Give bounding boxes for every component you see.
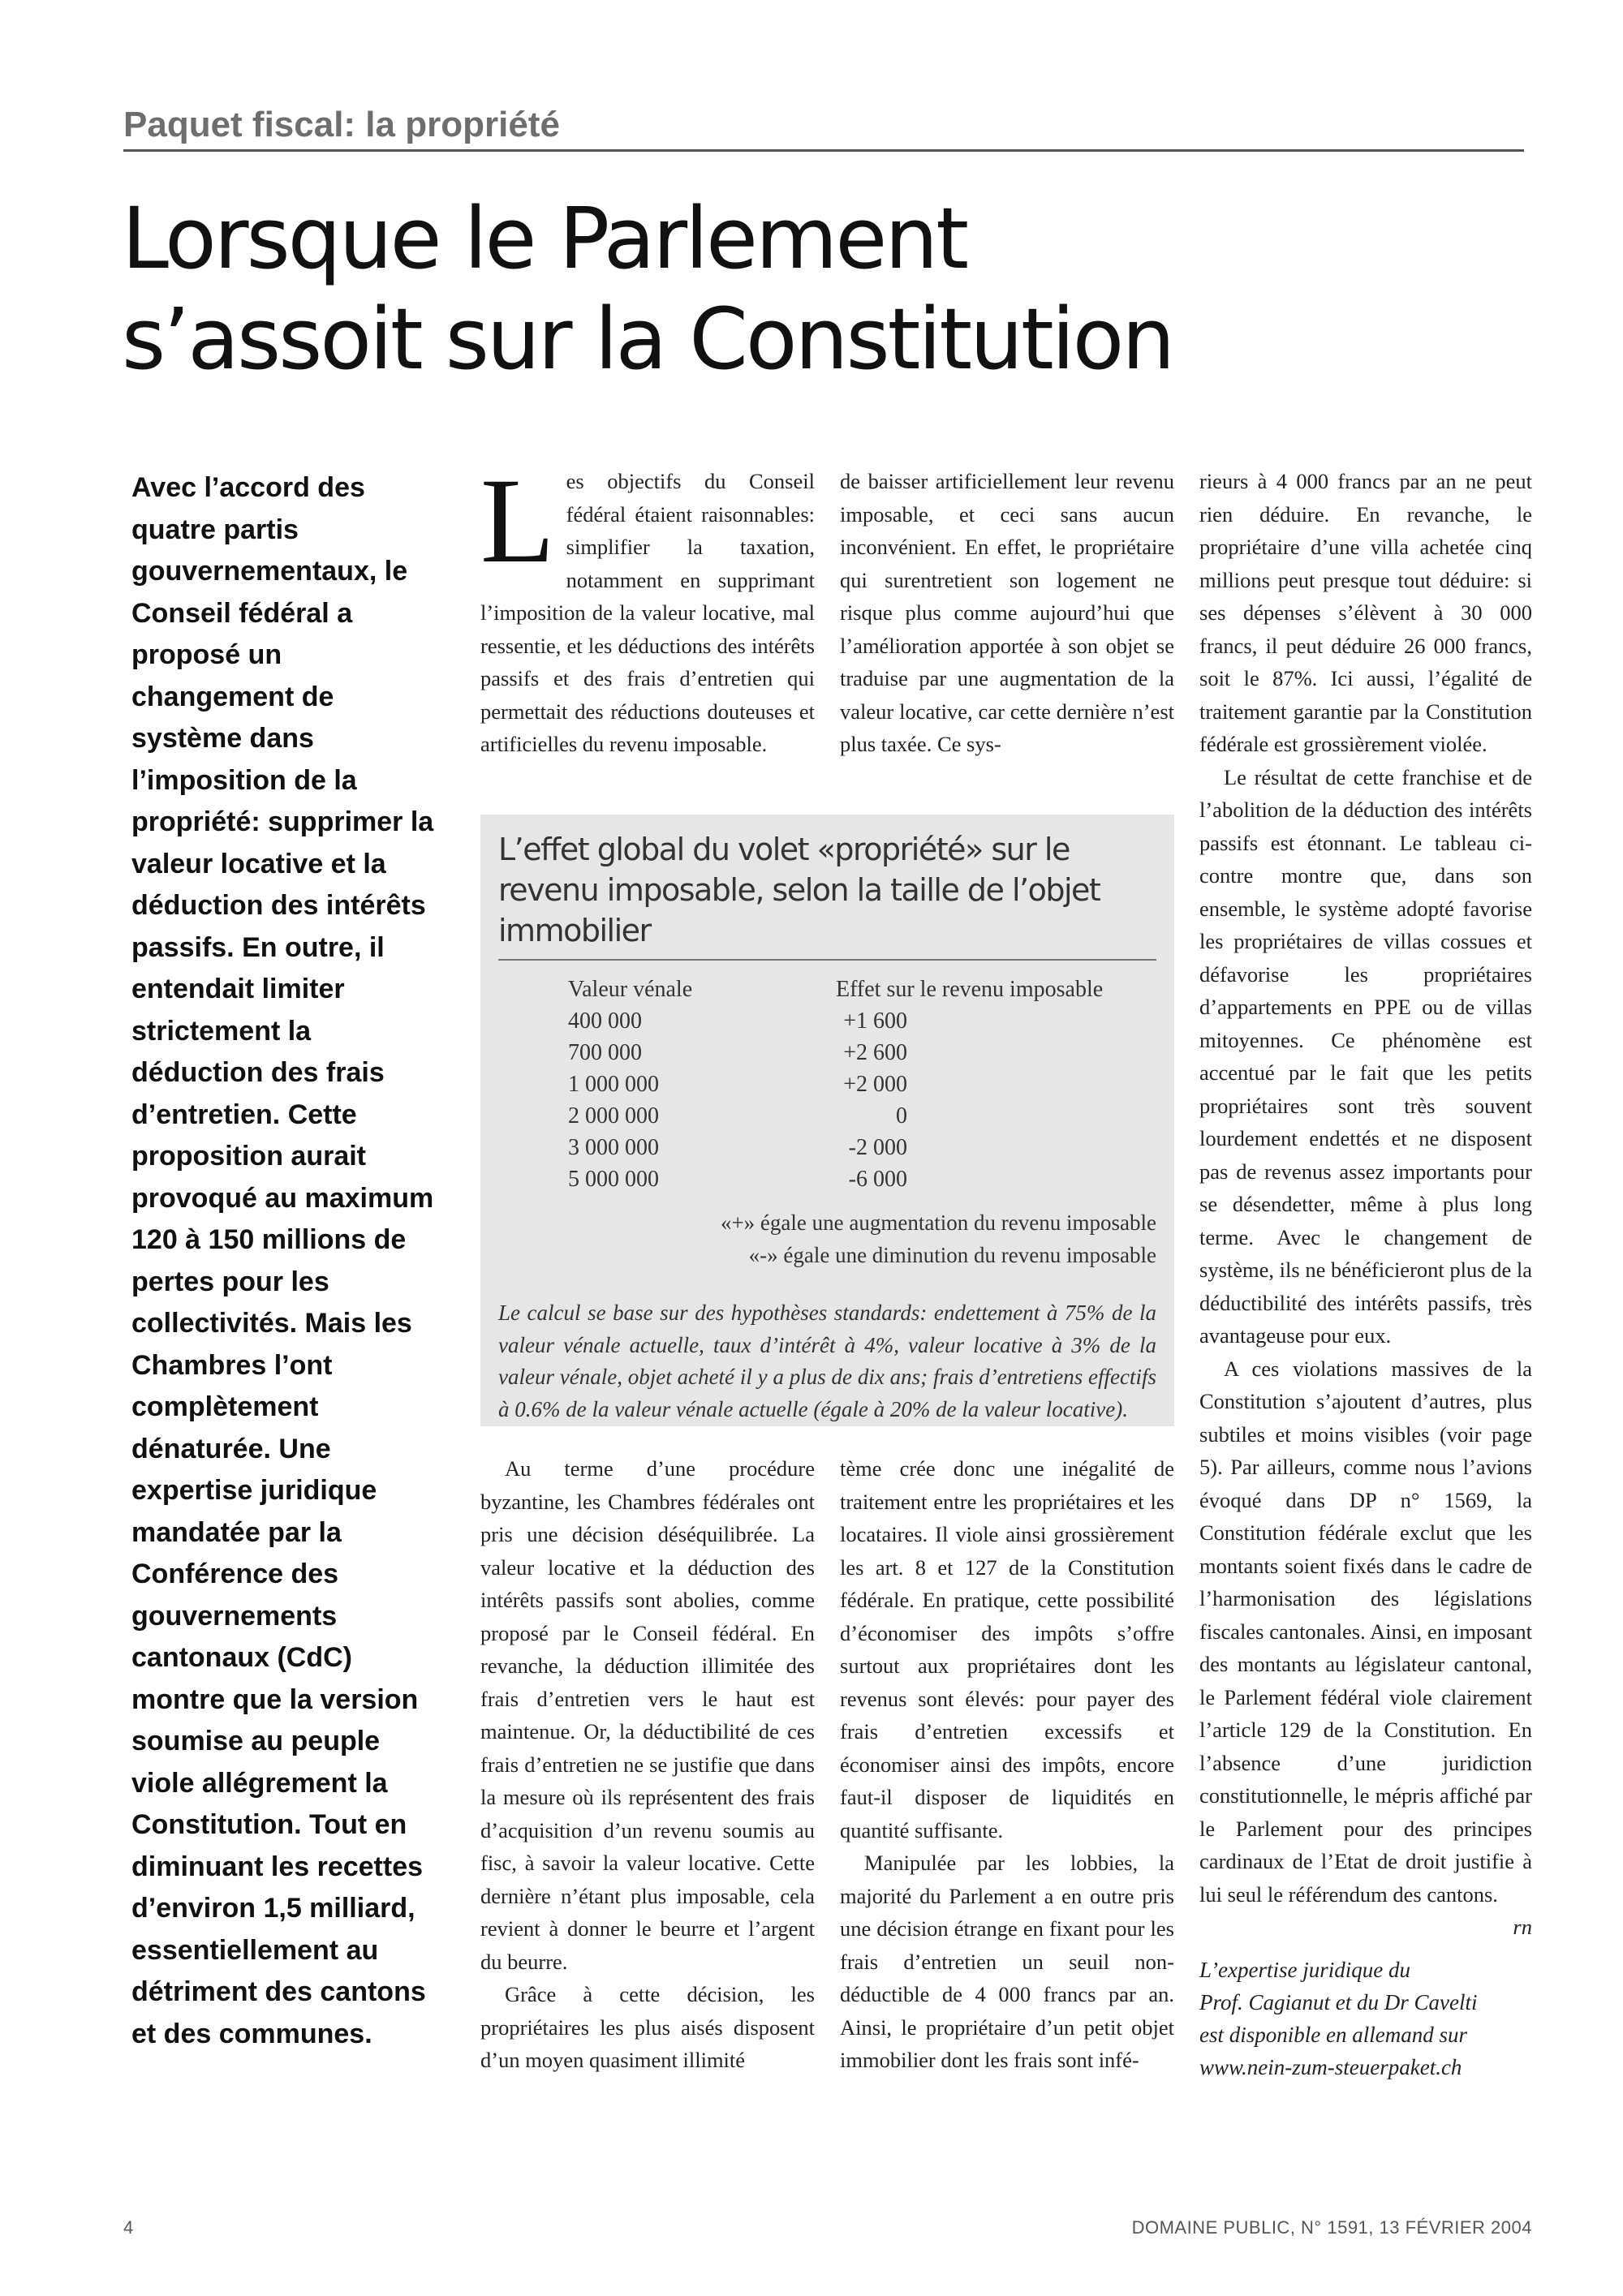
- column-3: [1199, 465, 1532, 1944]
- page-number: 4: [123, 2217, 134, 2238]
- box-note: Le calcul se base sur des hypothèses standards: endettement à 75% de la valeur vénale actuelle, taux d’intérêt à 4%, valeur locative à 3% de la valeur vénale, objet acheté il y a plus de dix ans; frais d’entretiens effectifs à 0.6% de la valeur vénale actuelle (égale à 20% de la valeur locative).: [498, 1301, 1156, 1421]
- table-row: [568, 1100, 1169, 1132]
- data-box: [480, 815, 1174, 1426]
- title-line-2: s’assoit sur la Constitution: [122, 290, 1173, 389]
- lead-paragraph: Avec l’accord des quatre partis gouvernementaux, le Conseil fédéral a proposé un changement de système dans l’imposition de la propriété: supprimer la valeur locative et la déduction des intérêts passifs. En outre, il entendait limiter strictement la déduction des frais d’entretien. Cette proposition aurait provoqué au maximum 120 à 150 millions de pertes pour les collectivités. Mais les Chambres l’ont complètement dénaturée. Une expertise juridique mandatée par la Conférence des gouvernements cantonaux (CdC) montre que la version soumise au peuple viole allégrement la Constitution. Tout en diminuant les recettes d’environ 1,5 milliard, essentiellement au détriment des cantons et des communes.: [131, 472, 434, 2049]
- credit-line-1: L’expertise juridique du: [1199, 1958, 1410, 1982]
- header-effect: Effet sur le revenu imposable: [836, 977, 1104, 1002]
- cell-value: 3 000 000: [568, 1135, 659, 1160]
- credit-line-2: Prof. Cagianut et du Dr Cavelti: [1199, 1990, 1478, 2014]
- paragraph-4: Le résultat de cette franchise et de l’abolition de la déduction des intérêts passifs est étonnant. Le tableau ci-contre montre que, dans son ensemble, le système adopté favorise les propriétaires de villas cossues et défavorise les propriétaires d’appartements en PPE ou de villas mitoyennes. Ce phénomène est accentué par le fait que les petits propriétaires sont très souvent lourdement endettés et ne disposent pas de revenus assez importants pour se désendetter, même à plus long terme. Avec le changement de système, ils ne bénéficieront plus de la déductibilité des intérêts passifs, très avantageuse pour eux.: [1199, 764, 1532, 1348]
- paragraph-1: [480, 454, 815, 761]
- paragraph-5: [1199, 1352, 1532, 1939]
- cell-effect: 0: [896, 1103, 907, 1129]
- cell-value: 5 000 000: [568, 1167, 659, 1192]
- paragraph-3: rieurs à 4 000 francs par an ne peut rien déduire. En revanche, le propriétaire d’une villa achetée cinq millions peut presque tout déduire: si ses dépenses s’élèvent à 30 000 francs, il peut déduire 26 000 francs, soit le 87%. Ici aussi, l’égalité de traitement garantie par la Constitution fédérale est grossièrement violée.: [1199, 469, 1532, 756]
- cell-effect: -2 000: [848, 1135, 907, 1160]
- column-1-top: [480, 454, 815, 761]
- paragraph-5-text: A ces violations massives de la Constitution s’ajoutent d’autres, plus subtiles et moins visibles (voir page 5). Par ailleurs, comme nous l’avions évoqué dans DP n° 1569, la Constitution fédérale exclut que les montants soient fixés dans le cadre de l’harmonisation des législations fiscales cantonales. Ainsi, en imposant des montants au législateur cantonal, le Parlement fédéral viole clairement l’article 129 de la Constitution. En l’absence d’une juridiction constitutionnelle, le mépris affiché par le Parlement pour des principes cardinaux de l’Etat de droit justifie à lui seul le référendum des cantons.: [1199, 1356, 1532, 1907]
- effect-table: [568, 974, 1169, 1195]
- table-row: [568, 1037, 1169, 1068]
- legend-minus: «-» égale une diminution du revenu imposable: [748, 1243, 1156, 1267]
- column-2-top: [840, 465, 1174, 761]
- article-title: [122, 188, 1501, 389]
- table-row: [568, 1132, 1169, 1163]
- header-value: Valeur vénale: [568, 977, 693, 1002]
- paragraph-2: de baisser artificiellement leur revenu imposable, et ceci sans aucun inconvénient. En effet, le propriétaire qui surentretient son logement ne risque plus comme aujourd’hui que l’amélioration apportée à son objet se traduise par une augmentation de la valeur locative, car cette dernière n’est plus taxée. Ce sys-: [840, 469, 1174, 756]
- cell-effect: +2 000: [843, 1072, 907, 1097]
- title-line-1: Lorsque le Parlement: [122, 189, 966, 288]
- cell-effect: +2 600: [843, 1040, 907, 1065]
- table-row: [568, 1005, 1169, 1037]
- paragraph-1-text: es objectifs du Conseil fédéral étaient raisonnables: simplifier la taxation, notamment en supprimant l’imposition de la valeur locative, mal ressentie, et les déductions des intérêts passifs et des frais d’entretien qui permettait des réductions douteuses et artificielles du revenu imposable.: [480, 469, 815, 756]
- paragraph-7: Grâce à cette décision, les propriétaires les plus aisés disposent d’un moyen quasiment illimité: [480, 1982, 815, 2072]
- paragraph-6: Au terme d’une procédure byzantine, les Chambres fédérales ont pris une décision déséquilibrée. La valeur locative et la déduction des intérêts passifs sont abolies, comme proposé par le Conseil fédéral. En revanche, la déduction illimitée des frais d’entretien vers le haut est maintenue. Or, la déductibilité de ces frais d’entretien ne se justifie que dans la mesure où ils représentent des frais d’acquisition d’un revenu soumis au fisc, à savoir la valeur locative. Cette dernière n’étant plus imposable, cela revient à donner le beurre et l’argent du beurre.: [480, 1456, 815, 1974]
- expertise-credit: [1199, 1954, 1540, 2083]
- legend-plus: «+» égale une augmentation du revenu imposable: [720, 1210, 1156, 1235]
- cell-value: 400 000: [568, 1008, 642, 1034]
- publication-info: DOMAINE PUBLIC, N° 1591, 13 FÉVRIER 2004: [1131, 2217, 1532, 2238]
- column-2-bottom: [840, 1452, 1174, 2077]
- cell-value: 700 000: [568, 1040, 642, 1065]
- box-title: L’effet global du volet «propriété» sur le revenu imposable, selon la taille de l’objet immobilier: [498, 829, 1156, 961]
- cell-value: 2 000 000: [568, 1103, 659, 1129]
- drop-cap: L: [480, 454, 555, 588]
- credit-url[interactable]: www.nein-zum-steuerpaket.ch: [1199, 2055, 1462, 2079]
- author-signature: rn: [1513, 1915, 1532, 1939]
- section-rubric: Paquet fiscal: la propriété: [123, 104, 1524, 152]
- paragraph-9: Manipulée par les lobbies, la majorité du Parlement a en outre pris une décision étrange en fixant pour les frais d’entretien un seuil non-déductible de 4 000 francs par an. Ainsi, le propriétaire d’un petit objet immobilier dont les frais sont infé-: [840, 1851, 1174, 2072]
- credit-line-3: est disponible en allemand sur: [1199, 2023, 1467, 2047]
- table-row: [568, 1068, 1169, 1100]
- cell-value: 1 000 000: [568, 1072, 659, 1097]
- cell-effect: -6 000: [848, 1167, 907, 1192]
- table-header-row: [568, 974, 1169, 1005]
- table-row: [568, 1163, 1169, 1195]
- column-1-bottom: [480, 1452, 815, 2077]
- paragraph-8: tème crée donc une inégalité de traitement entre les propriétaires et les locataires. Il viole ainsi grossièrement les art. 8 et 127 de la Constitution fédérale. En pratique, cette possibilité d’économiser des impôts s’offre surtout aux propriétaires dont les revenus sont élevés: pour payer des frais d’entretien excessifs et économiser ainsi des impôts, encore faut-il disposer de liquidités en quantité suffisante.: [840, 1456, 1174, 1842]
- cell-effect: +1 600: [843, 1008, 907, 1034]
